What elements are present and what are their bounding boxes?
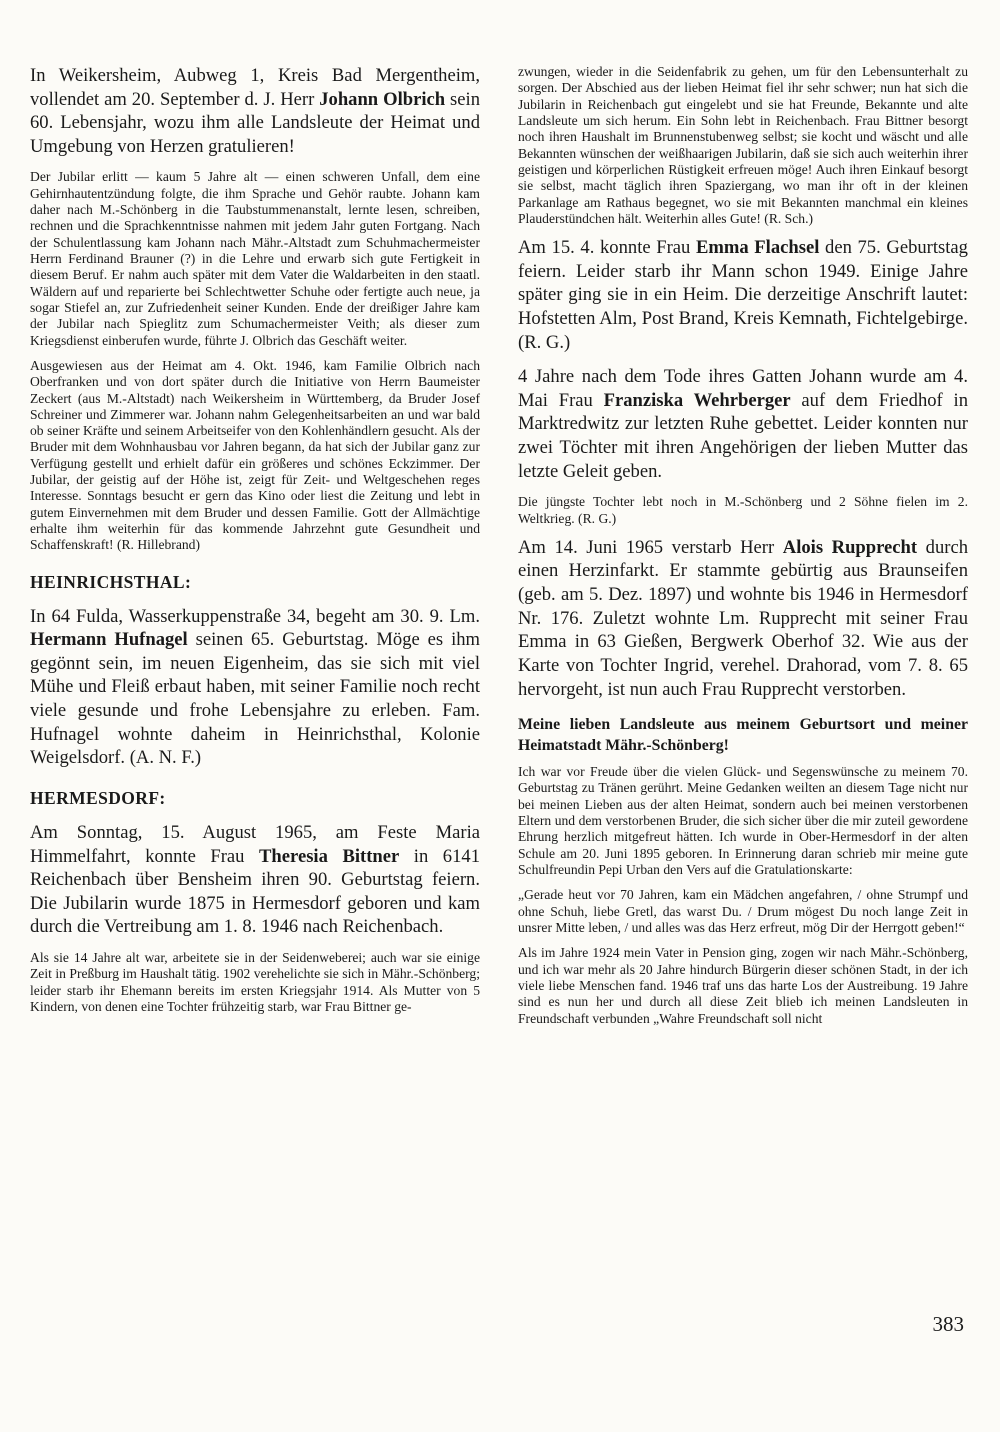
- paragraph: [30, 169, 484, 348]
- emphasized-name: Hermann Hufnagel: [30, 629, 188, 651]
- text-segment: Ich war vor Freude über die vielen Glück- und Segenswünsche zu meinem 70. Geburtstag zu Tränen gerührt. Meine Gedanken weilten an diesem Tage nicht nur bei meinen Lieben aus der alten Heimat, sondern auch bei meinen verstorbenen Eltern und dem verstorbenen Bruder, die sich sicher über die mir zuteil gewordene Ehrung herzlich mitgefreut hätten. Ich wurde in Ober-Hermesdorf in der alten Schule am 20. Juni 1895 geboren. In Erinnerung daran schrieb mir meine gute Schulfreundin Pepi Urban den Vers auf die Gratulationskarte:: [518, 764, 972, 878]
- paragraph: [30, 357, 484, 554]
- emphasized-name: Johann Olbrich: [319, 88, 446, 110]
- emphasized-name: Meine lieben Landsleute aus meinem Geburtsort und meiner Heimatstadt Mähr.-Schönberg!: [518, 716, 972, 754]
- paragraph: [518, 945, 972, 1027]
- text-segment: Als sie 14 Jahre alt war, arbeitete sie in der Seidenweberei; auch war sie einige Zeit in Preßburg im Haushalt tätig. 1902 verehelichte sie sich in Mähr.-Schönberg; leider starb ihr Ehemann bereits im ersten Kriegsjahr 1914. Als Mutter von 5 Kindern, von denen eine Tochter frühzeitig starb, war Frau Bittner ge-: [30, 949, 484, 1014]
- left-column: [30, 64, 485, 1036]
- text-columns: [30, 64, 973, 1036]
- text-segment: „Gerade heut vor 70 Jahren, kam ein Mädchen angefahren, / ohne Strumpf und ohne Schuh, liebe Gretl, das warst Du. / Drum mögest Du noch lange Zeit in unsrer Mitte leben, / und alles was das Herz erfreut, mög Dir der Herrgott geben!“: [518, 887, 972, 935]
- paragraph: [30, 64, 485, 158]
- text-segment: Die jüngste Tochter lebt noch in M.-Schönberg und 2 Söhne fielen im 2. Weltkrieg. (R. G.): [518, 494, 972, 526]
- page-number: 383: [932, 1312, 964, 1336]
- paragraph: [518, 764, 972, 878]
- bold-paragraph: [518, 715, 972, 756]
- text-segment: den 75. Geburtstag feiern. Leider starb ihr Mann schon 1949. Einige Jahre später ging sie in ein Heim. Die derzeitige Anschrift lautet: Hofstetten Alm, Post Brand, Kreis Kemnath, Fichtelgebirge. (R. G.): [518, 237, 973, 353]
- text-segment: 4 Jahre nach dem Tode ihres Gatten Johann wurde am 4. Mai Frau: [518, 366, 973, 411]
- paragraph: [518, 494, 972, 527]
- emphasized-name: Alois Rupprecht: [782, 536, 918, 558]
- paragraph: [30, 605, 485, 770]
- paragraph: [518, 365, 973, 483]
- emphasized-name: HEINRICHSTHAL:: [30, 571, 192, 592]
- text-segment: Als im Jahre 1924 mein Vater in Pension ging, zogen wir nach Mähr.-Schönberg, und ich war mehr als 20 Jahre hindurch Bürgerin dieser schönen Stadt, in der ich viele liebe Menschen fand. 1946 traf uns das harte Los der Austreibung. 19 Jahre sind es nun her und durch all diese Zeit blieb ich meinen Landsleuten in Freundschaft verbunden „Wahre Freundschaft soll nicht: [518, 945, 972, 1026]
- emphasized-name: Franziska Wehrberger: [603, 389, 791, 411]
- section-heading: [30, 572, 480, 593]
- text-segment: Der Jubilar erlitt — kaum 5 Jahre alt — einen schweren Unfall, dem eine Gehirnhautentzündung folgte, die ihm Sprache und Gehör raubte. Johann kam daher nach M.-Schönberg in die Taubstummenanstalt, lernte lesen, schreiben, rechnen und die Sprachkenntnisse nahmen mit jedem Jahr guten Fortgang. Nach der Schulentlassung kam Johann nach Mähr.-Altstadt zum Schuhmachermeister Herrn Ferdinand Brauner (?) in die Lehre und erwarb sich gute Fertigkeit in diesem Beruf. Er nahm auch später mit dem Vater die Waldarbeiten in den staatl. Wäldern auf und reparierte bei Schlechtwetter Schuhe oder fertigte auch neue, ja sogar Stiefel an, zur Zufriedenheit seiner Kunden. Ende der dreißiger Jahre kam der Jubilar nach Spieglitz zum Schumachermeister Veith; als dieser zum Kriegsdienst einberufen wurde, führte J. Olbrich das Geschäft weiter.: [30, 169, 484, 348]
- emphasized-name: HERMESDORF:: [30, 787, 166, 808]
- text-segment: In 64 Fulda, Wasserkuppenstraße 34, begeht am 30. 9. Lm.: [30, 605, 485, 627]
- paragraph: [30, 821, 485, 939]
- section-heading: [30, 788, 480, 809]
- paragraph: [518, 64, 972, 227]
- text-segment: Ausgewiesen aus der Heimat am 4. Okt. 1946, kam Familie Olbrich nach Oberfranken und von dort später durch die Initiative von Herrn Baumeister Zeckert (aus M.-Altstadt) nach Weikersheim in Württemberg, da Bruder Josef Schreiner und Zimmerer war. Johann nahm Gelegenheitsarbeiten an und war bald ob seiner Kräfte und seinem Arbeitseifer von den Kohlenhändlern gesucht. Als der Bruder mit dem Wohnhausbau vor Jahren begann, da hat sich der Jubilar ganz zur Verfügung gestellt und erhielt dafür ein größeres und schönes Eckzimmer. Der Jubilar, der geistig auf der Höhe ist, zeigt für Zeit- und Weltgeschehen reges Interesse. Sonntags besucht er gern das Kino oder liest die Zeitung und lebt in gutem Einvernehmen mit dem Bruder und dessen Familie. Gott der Allmächtige erhalte ihm weiterhin für das kommende Jahrzehnt gute Gesundheit und Schaffenskraft! (R. Hillebrand): [30, 357, 484, 553]
- emphasized-name: Theresia Bittner: [259, 845, 400, 867]
- text-segment: in 6141 Reichenbach über Bensheim ihren 90. Geburtstag feiern. Die Jubilarin wurde 1875 in Hermesdorf geboren und kam durch die Vertreibung am 1. 8. 1946 nach Reichenbach.: [30, 845, 485, 938]
- text-segment: In Weikersheim, Aubweg 1, Kreis Bad Mergentheim, vollendet am 20. September d. J. Herr: [30, 65, 485, 110]
- right-column: [518, 64, 973, 1036]
- emphasized-name: Emma Flachsel: [695, 237, 820, 259]
- paragraph: [30, 949, 484, 1015]
- paragraph: [518, 536, 973, 701]
- text-segment: Am Sonntag, 15. August 1965, am Feste Maria Himmelfahrt, konnte Frau: [30, 821, 485, 867]
- text-segment: zwungen, wieder in die Seidenfabrik zu gehen, um für den Lebensunterhalt zu sorgen. Der Abschied aus der lieben Heimat fiel ihr sehr schwer; nun hat sich die Jubilarin in Reichenbach gut eingelebt und sie hat Freunde, Bekannte und alte Landsleute um sich herum. Ein Sohn lebt in Reichenbach. Frau Bittner besorgt noch ihren Haushalt im Brunnenstubenweg selbst; sie kocht und wäscht und alle Bekannten wünschen der weißhaarigen Jubilarin, daß sie sich auch weiterhin ihrer geistigen und körperlichen Rüstigkeit erfreuen möge! Auch ihren Einkauf besorgt sie selbst, macht täglich ihren Spaziergang, wo man ihr oft in der kleinen Parkanlage am Rathaus begegnet, wo sie mit Bekannten manchmal ein kleines Plauderstündchen hält. Weiterhin alles Gute! (R. Sch.): [518, 64, 972, 226]
- text-segment: Am 14. Juni 1965 verstarb Herr: [518, 536, 783, 558]
- text-segment: durch einen Herzinfarkt. Er stammte gebürtig aus Braunseifen (geb. am 5. Dez. 1897) und wohnte bis 1946 in Hermesdorf Nr. 176. Zuletzt wohnte Lm. Rupprecht mit seiner Frau Emma in 63 Gießen, Bergwerk Oberhof 32. Wie aus der Karte von Tochter Ingrid, verehel. Drahorad, vom 7. 8. 65 hervorgeht, ist nun auch Frau Rupprecht verstorben.: [518, 536, 973, 700]
- text-segment: auf dem Friedhof in Marktredwitz zur letzten Ruhe gebettet. Leider konnten nur zwei Töchter mit ihren Angehörigen der lieben Mutter das letzte Geleit geben.: [518, 389, 973, 482]
- paragraph: [518, 887, 972, 936]
- text-segment: sein 60. Lebensjahr, wozu ihm alle Landsleute der Heimat und Umgebung von Herzen gratulieren!: [30, 88, 485, 157]
- paragraph: [518, 236, 973, 354]
- text-segment: Am 15. 4. konnte Frau: [518, 237, 696, 259]
- text-segment: seinen 65. Geburtstag. Möge es ihm gegönnt sein, im neuen Eigenheim, das sie sich mit viel Mühe und Fleiß erbaut haben, mit seiner Familie noch recht viele gesunde und frohe Lebensjahre zu erleben. Fam. Hufnagel wohnte daheim in Heinrichsthal, Kolonie Weigelsdorf. (A. N. F.): [30, 629, 485, 769]
